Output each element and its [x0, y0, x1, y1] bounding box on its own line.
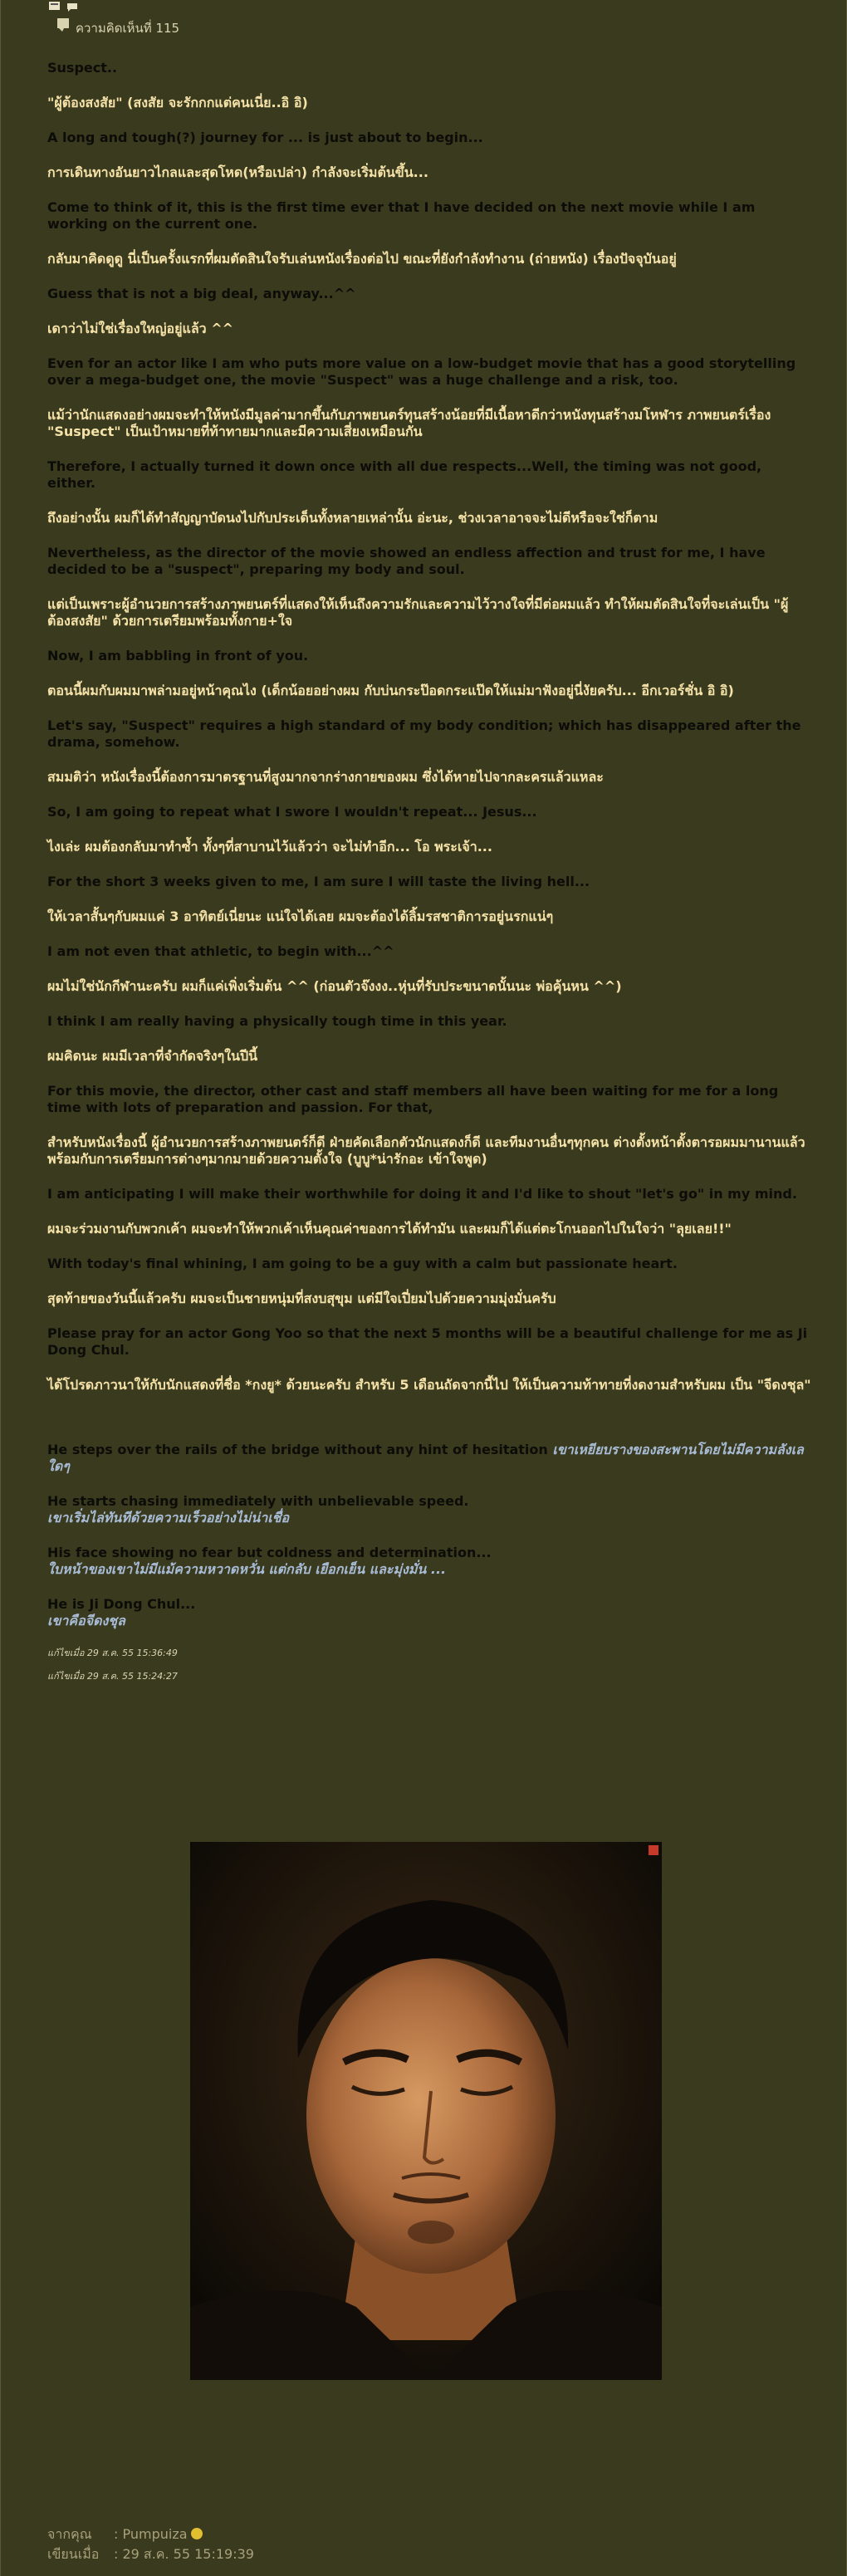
post-text-thai: ให้เวลาสั้นๆกับผมแค่ 3 อาทิตย์เนี่ยนะ แน่ใจได้เลย ผมจะต้องได้ลิ้มรสชาติการอยู่นรกแน่ๆ [47, 908, 554, 924]
author-label: จากคุณ [47, 2526, 92, 2542]
portrait-image [190, 1842, 662, 2380]
edit-note: แก้ไขเมื่อ 29 ส.ค. 55 15:24:27 [47, 1671, 178, 1682]
post-text-thai: ผมคิดนะ ผมมีเวลาที่จำกัดจริงๆในปีนี้ [47, 1048, 258, 1064]
post-text-thai: เดาว่าไม่ใช่เรื่องใหญ่อยู่แล้ว ^^ [47, 321, 234, 336]
post-text-thai: สำหรับหนังเรื่องนี้ ผู้อำนวยการสร้างภาพยนตร์ก็ดี ฝ่ายคัดเลือกตัวนักแสดงก็ดี และทีมงานอื่นๆทุกคน ต่างตั้งหน้าตั้งตารอผมมานานแล้ว พร้อมกับการเตรียมการต่างๆมากมายด้วยความตั้งใจ (บูบู*น่ารักอะ เข้าใจพูด) [47, 1134, 805, 1167]
quote-text-thai: เขาเริ่มไล่ทันทีด้วยความเร็วอย่างไม่น่าเชื่อ [47, 1510, 290, 1526]
post-text: A long and tough(?) journey for ... is just about to begin... [47, 130, 483, 145]
post-text: With today's final whining, I am going to be a guy with a calm but passionate heart. [47, 1256, 678, 1271]
quote-text: He steps over the rails of the bridge without any hint of hesitation [47, 1442, 548, 1457]
post-text-thai: แม้ว่านักแสดงอย่างผมจะทำให้หนังมีมูลค่ามากขึ้นกับภาพยนตร์ทุนสร้างน้อยที่มีเนื้อหาดีกว่าหนังทุนสร้างมโหฬาร ภาพยนตร์เรื่อง "Suspect" เป็นเป้าหมายที่ท้าทายมากและมีความเสี่ยงเหมือนกัน [47, 407, 771, 439]
portrait-photo [190, 1842, 662, 2380]
quote-line [47, 1442, 811, 1475]
quote-line [47, 1545, 811, 1578]
post-text: For this movie, the director, other cast and staff members all have been waiting for me for a long time with lots of preparation and passion. For that, [47, 1083, 779, 1115]
post-text: Come to think of it, this is the first time ever that I have decided on the next movie while I am working on the current one. [47, 199, 756, 232]
quote-text-thai: เขาเหยียบรางของสะพานโดยไม่มีความลังเลใดๆ [47, 1442, 804, 1474]
spacer [47, 1412, 811, 1442]
post-text-thai: ผมไม่ใช่นักกีฬานะครับ ผมก็แค่เพิ่งเริ่มต้น ^^ (ก่อนตัวจ๊งงง..หุ่นที่รับประขนาดนั้นนะ พ่อคุ้นหน ^^) [47, 978, 622, 994]
post-text-thai: ได้โปรดภาวนาให้กับนักแสดงที่ชื่อ *กงยู* ด้วยนะครับ สำหรับ 5 เดือนถัดจากนี้ไป ให้เป็นความท้าทายที่งดงามสำหรับผม เป็น "จีดงชุล" [47, 1377, 811, 1393]
corner-badge [649, 1845, 659, 1855]
posted-row [47, 2544, 254, 2564]
posted-label: เขียนเมื่อ [47, 2546, 100, 2562]
post-text: Suspect.. [47, 60, 118, 76]
post-text-thai: สมมติว่า หนังเรื่องนี้ต้องการมาตรฐานที่สูงมากจากร่างกายของผม ซึ่งได้หายไปจากละครแล้วแหละ [47, 769, 604, 785]
quote-icon[interactable] [47, 0, 62, 13]
author-name[interactable]: : Pumpuiza [114, 2526, 188, 2542]
post-text-thai: ผมจะร่วมงานกับพวกเค้า ผมจะทำให้พวกเค้าเห็นคุณค่าของการได้ทำมัน และผมก็ได้แต่ตะโกนออกไปในใจว่า "ลุยเลย!!" [47, 1221, 732, 1237]
post-text: Please pray for an actor Gong Yoo so that the next 5 months will be a beautiful challenge for me as Ji Dong Chul. [47, 1325, 808, 1358]
post-text: Even for an actor like I am who puts more value on a low-budget movie that has a good storytelling over a mega-budget one, the movie "Suspect" was a huge challenge and a risk, too. [47, 355, 796, 388]
comment-number: ความคิดเห็นที่ 115 [76, 21, 180, 36]
post-text-thai: ตอนนี้ผมกับผมมาพล่ามอยู่หน้าคุณไง (เด็กน้อยอย่างผม กับบ่นกระป๊อดกระแป๊ดให้แม่มาฟังอยู่นี่งัยครับ... อีกเวอร์ชั่น อิ อิ) [47, 683, 734, 698]
header-icons [47, 0, 81, 13]
post-text: I am not even that athletic, to begin with...^^ [47, 943, 394, 959]
post-text: Let's say, "Suspect" requires a high standard of my body condition; which has disappeared after the drama, somehow. [47, 717, 801, 750]
posted-time: : 29 ส.ค. 55 15:19:39 [114, 2546, 254, 2562]
comment-body [47, 60, 811, 1694]
quote-text: His face showing no fear but coldness and determination... [47, 1545, 492, 1560]
post-text: For the short 3 weeks given to me, I am sure I will taste the living hell... [47, 874, 590, 889]
post-text-thai: ไงเล่ะ ผมต้องกลับมาทำซ้ำ ทั้งๆที่สาบานไว้แล้วว่า จะไม่ทำอีก... โอ พระเจ้า... [47, 839, 492, 855]
post-meta [47, 2525, 254, 2564]
quote-line [47, 1596, 811, 1629]
author-row [47, 2525, 254, 2544]
post-text: I am anticipating I will make their worthwhile for doing it and I'd like to shout "let's go" in my mind. [47, 1186, 797, 1202]
edit-note: แก้ไขเมื่อ 29 ส.ค. 55 15:36:49 [47, 1648, 178, 1658]
post-text: Guess that is not a big deal, anyway...^^ [47, 286, 356, 301]
comment-header [42, 0, 541, 40]
post-text-thai: แต่เป็นเพราะผู้อำนวยการสร้างภาพยนตร์ที่แสดงให้เห็นถึงความรักและความไว้วางใจที่มีต่อผมแล้ว ทำให้ผมตัดสินใจที่จะเล่นเป็น "ผู้ต้องสงสัย" ด้วยการเตรียมพร้อมทั้งกาย+ใจ [47, 596, 789, 629]
quote-text-thai: เขาคือจีดงชุล [47, 1613, 125, 1628]
post-text-thai: "ผู้ต้องสงสัย" (สงสัย จะรักกกแต่คนเนี่ย..อิ อิ) [47, 95, 308, 110]
smile-icon [191, 2528, 203, 2539]
quote-text: He is Ji Dong Chul... [47, 1596, 196, 1612]
post-text-thai: การเดินทางอันยาวไกลและสุดโหด(หรือเปล่า) กำลังจะเริ่มต้นขึ้น... [47, 164, 428, 180]
post-text: So, I am going to repeat what I swore I wouldn't repeat... Jesus... [47, 804, 537, 820]
comment-icon [56, 17, 72, 32]
quote-text: He starts chasing immediately with unbelievable speed. [47, 1493, 469, 1509]
post-text: Nevertheless, as the director of the movie showed an endless affection and trust for me, I have decided to be a "suspect", preparing my body and soul. [47, 545, 766, 577]
post-text: Now, I am babbling in front of you. [47, 648, 309, 664]
post-text: Therefore, I actually turned it down once with all due respects...Well, the timing was not good, either. [47, 458, 762, 491]
post-text-thai: ถึงอย่างนั้น ผมก็ได้ทำสัญญาบัดนงไปกับประเด็นทั้งหลายเหล่านั้น อ่ะนะ, ช่วงเวลาอาจจะไม่ดีหรือจะใช่ก็ตาม [47, 510, 659, 526]
reply-icon[interactable] [66, 0, 81, 13]
post-text: I think I am really having a physically tough time in this year. [47, 1013, 507, 1029]
quote-text-thai: ใบหน้าของเขาไม่มีแม้ความหวาดหวั่น แต่กลับ เยือกเย็น และมุ่งมั่น ... [47, 1561, 447, 1577]
quote-line [47, 1493, 811, 1526]
post-text-thai: สุดท้ายของวันนี้แล้วครับ ผมจะเป็นชายหนุ่มที่สงบสุขุม แต่มีใจเปี่ยมไปด้วยความมุ่งมั่นครับ [47, 1290, 556, 1306]
post-text-thai: กลับมาคิดดูดู นี่เป็นครั้งแรกที่ผมตัดสินใจรับเล่นหนังเรื่องต่อไป ขณะที่ยังกำลังทำงาน (ถ่ายหนัง) เรื่องปัจจุบันอยู่ [47, 251, 677, 267]
